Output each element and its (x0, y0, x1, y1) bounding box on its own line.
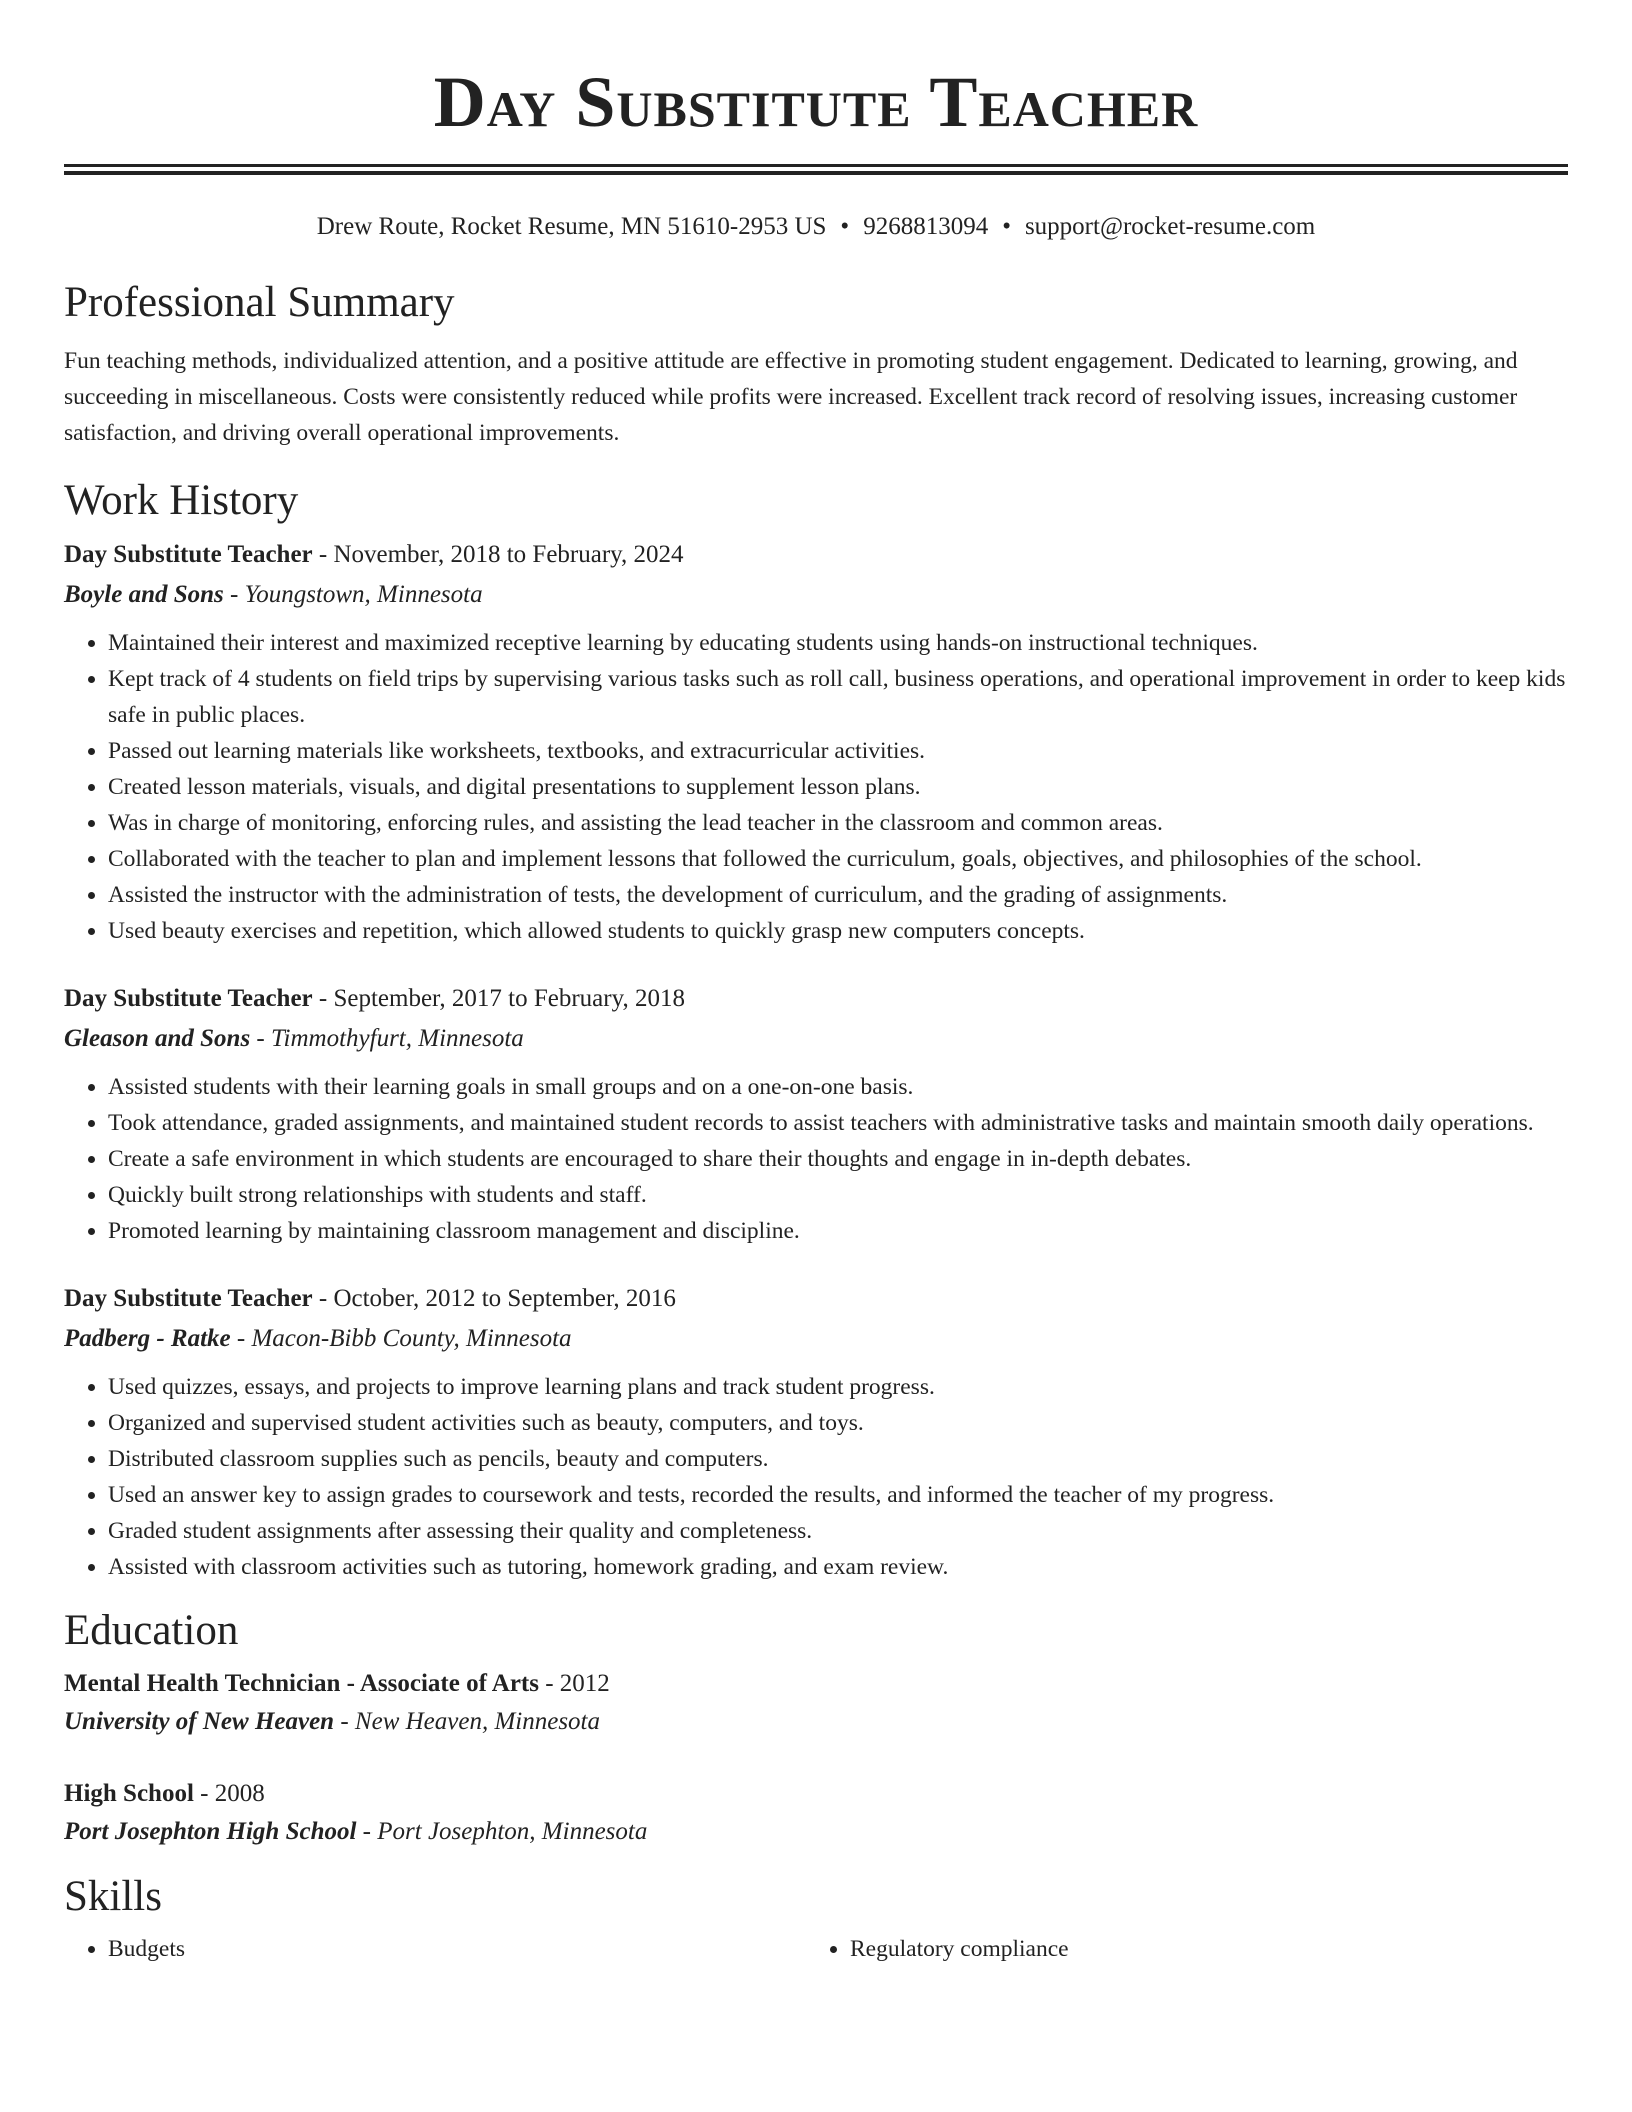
job-duties-list (64, 1069, 1568, 1249)
job-dates: - October, 2012 to September, 2016 (312, 1285, 676, 1312)
job-title: Day Substitute Teacher (64, 541, 313, 568)
skill-item: • Budgets (108, 1931, 806, 1967)
list-item: • Promoted learning by maintaining classroom management and discipline. (108, 1213, 1568, 1249)
education-year: - 2012 (538, 1670, 610, 1697)
list-item: • Collaborated with the teacher to plan and implement lessons that followed the curriculum, goals, objectives, and philosophies of the school. (108, 841, 1568, 877)
job-entry (64, 1279, 1568, 1585)
contact-address: Drew Route, Rocket Resume, MN 51610-2953 US (316, 213, 827, 240)
list-item: • Created lesson materials, visuals, and digital presentations to supplement lesson plans. (108, 769, 1568, 805)
education-school: University of New Heaven (64, 1708, 335, 1735)
job-dates: - September, 2017 to February, 2018 (312, 985, 685, 1012)
list-item: • Used quizzes, essays, and projects to improve learning plans and track student progress. (108, 1369, 1568, 1405)
job-title: Day Substitute Teacher (64, 985, 313, 1012)
list-item: • Used an answer key to assign grades to coursework and tests, recorded the results, and informed the teacher of my progress. (108, 1477, 1568, 1513)
job-company: Gleason and Sons (64, 1025, 251, 1052)
skills-grid (64, 1931, 1568, 1967)
education-location: - New Heaven, Minnesota (334, 1708, 600, 1735)
resume-title: Day Substitute Teacher (433, 62, 1199, 142)
job-duties-list (64, 625, 1568, 949)
job-location: - Youngstown, Minnesota (223, 581, 483, 608)
skills-list-right (806, 1931, 1548, 1967)
education-year: - 2008 (193, 1780, 265, 1807)
title-divider (64, 164, 1568, 175)
education-degree: High School (64, 1780, 194, 1807)
list-item: • Distributed classroom supplies such as pencils, beauty and computers. (108, 1441, 1568, 1477)
contact-separator: • (1002, 213, 1011, 240)
summary-text: Fun teaching methods, individualized attention, and a positive attitude are effective in promoting student engagement. Dedicated to learning, growing, and succeeding in miscellaneous. Costs were consistently reduced while profits were increased. Excellent track record of resolving issues, increasing customer satisfaction, and driving overall operational improvements. (64, 348, 1518, 446)
contact-email: support@rocket-resume.com (1024, 213, 1316, 240)
job-location: - Macon-Bibb County, Minnesota (230, 1325, 572, 1352)
list-item: • Maintained their interest and maximized receptive learning by educating students using hands-on instructional techniques. (108, 625, 1568, 661)
contact-phone: 9268813094 (863, 213, 989, 240)
contact-separator: • (840, 213, 850, 240)
list-item: • Was in charge of monitoring, enforcing rules, and assisting the lead teacher in the classroom and common areas. (108, 805, 1568, 841)
job-company: Boyle and Sons (64, 581, 224, 608)
education-heading: Education (64, 1607, 239, 1654)
education-entry (64, 1775, 1568, 1851)
job-duties-list (64, 1369, 1568, 1585)
job-entry (64, 979, 1568, 1249)
list-item: • Assisted the instructor with the administration of tests, the development of curriculum, and the grading of assignments. (108, 877, 1568, 913)
education-entry (64, 1665, 1568, 1741)
education-school: Port Josephton High School (64, 1818, 357, 1845)
list-item: • Assisted with classroom activities such as tutoring, homework grading, and exam review. (108, 1549, 1568, 1585)
list-item: • Used beauty exercises and repetition, which allowed students to quickly grasp new computers concepts. (108, 913, 1568, 949)
summary-heading: Professional Summary (64, 279, 455, 326)
work-history-heading: Work History (64, 477, 299, 524)
job-company: Padberg - Ratke (64, 1325, 231, 1352)
list-item: • Assisted students with their learning goals in small groups and on a one-on-one basis. (108, 1069, 1568, 1105)
skills-list-left (64, 1931, 806, 1967)
list-item: • Quickly built strong relationships with students and staff. (108, 1177, 1568, 1213)
education-degree: Mental Health Technician - Associate of Arts (64, 1670, 539, 1697)
job-location: - Timmothyfurt, Minnesota (250, 1025, 524, 1052)
job-entry (64, 535, 1568, 949)
list-item: • Organized and supervised student activities such as beauty, computers, and toys. (108, 1405, 1568, 1441)
list-item: • Kept track of 4 students on field trips by supervising various tasks such as roll call, business operations, and operational improvement in order to keep kids safe in public places. (108, 661, 1568, 733)
job-dates: - November, 2018 to February, 2024 (312, 541, 684, 568)
list-item: • Took attendance, graded assignments, and maintained student records to assist teachers with administrative tasks and maintain smooth daily operations. (108, 1105, 1568, 1141)
list-item: • Graded student assignments after assessing their quality and completeness. (108, 1513, 1568, 1549)
contact-line (64, 211, 1568, 243)
job-title: Day Substitute Teacher (64, 1285, 313, 1312)
education-location: - Port Josephton, Minnesota (356, 1818, 648, 1845)
list-item: • Passed out learning materials like worksheets, textbooks, and extracurricular activities. (108, 733, 1568, 769)
skill-item: • Regulatory compliance (850, 1931, 1548, 1967)
skills-heading: Skills (64, 1873, 162, 1920)
list-item: • Create a safe environment in which students are encouraged to share their thoughts and engage in in-depth debates. (108, 1141, 1568, 1177)
